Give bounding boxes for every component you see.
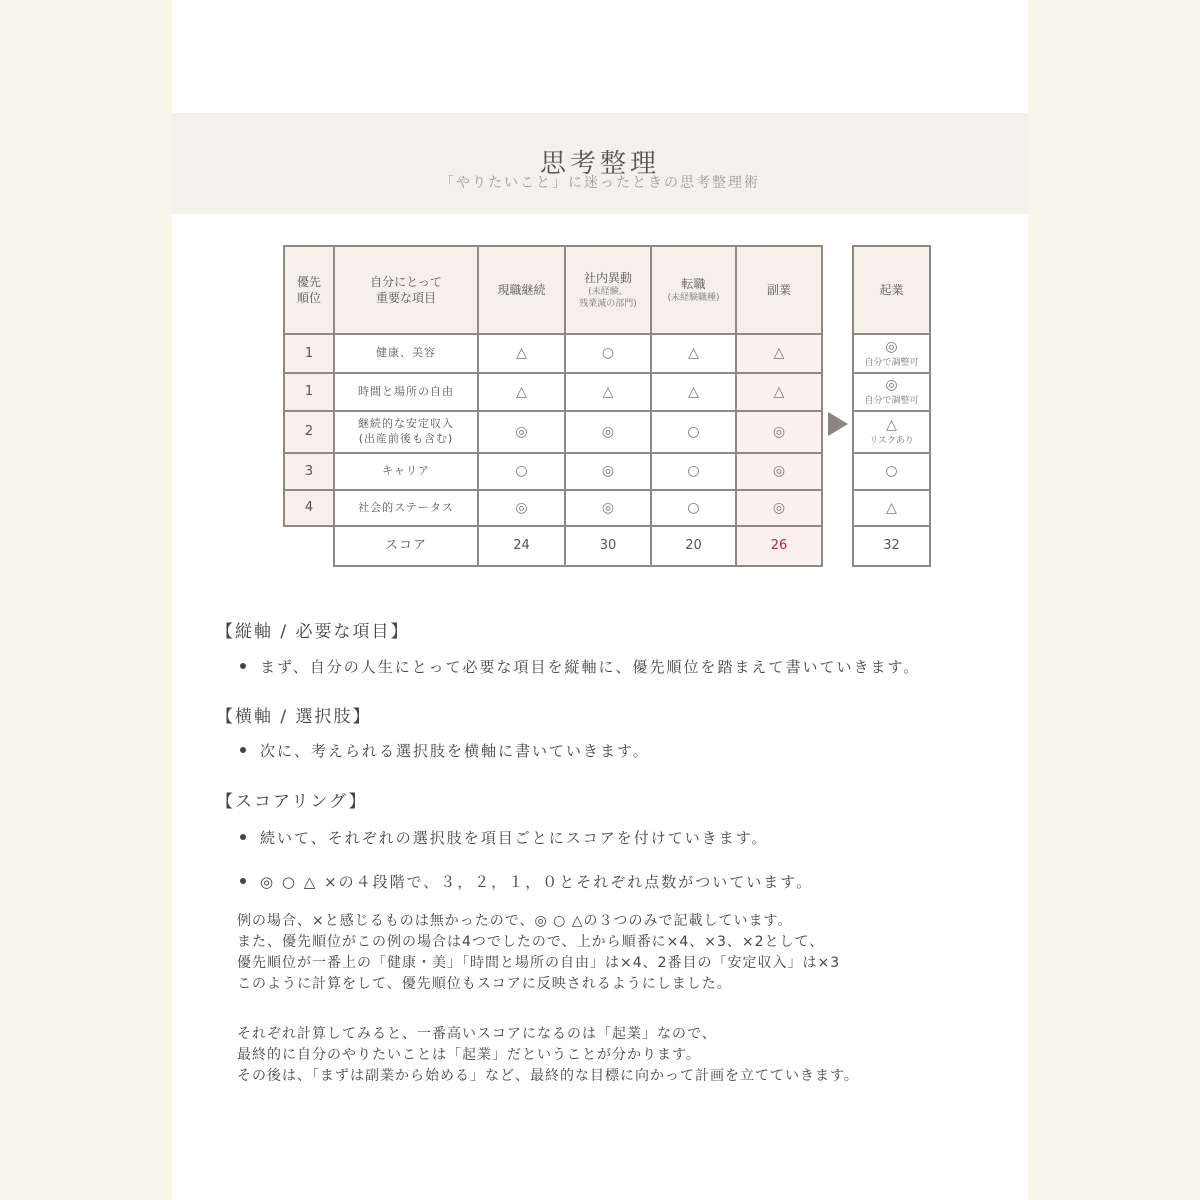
mark-cell: △ [736, 373, 822, 411]
mark-cell: ◎ [565, 453, 651, 490]
priority-cell: 1 [284, 334, 334, 373]
header-option-internal-transfer: 社内異動 (未経験、 残業減の部門) [565, 246, 651, 334]
explanation-paragraph: 例の場合、×と感じるものは無かったので、◎ ○ △の３つのみで記載しています。 また、優先順位がこの例の場合は4つでしたので、上から順番に×4、×3、×2として、 優先順位が一番上の「健康・美」「時間と場所の自由」は×4、2番目の「安定収入」は×3 このように計算をして、優先順位もスコアに反映されるようにしました。 [237, 913, 841, 992]
mark-cell: △ [736, 334, 822, 373]
mark-cell: ◎ [736, 490, 822, 526]
mark-cell: △ [651, 373, 736, 411]
startup-table [852, 245, 931, 567]
startup-mark-cell: ○ [853, 453, 930, 490]
priority-cell: 3 [284, 453, 334, 490]
header-option-current-job: 現職継続 [478, 246, 565, 334]
section-heading-scoring: 【スコアリング】 [216, 792, 368, 812]
section-heading-vertical-axis: 【縦軸 / 必要な項目】 [216, 622, 410, 642]
priority-cell: 2 [284, 411, 334, 453]
arrow-right-icon [828, 412, 848, 436]
score-label: スコア [334, 526, 478, 566]
mark-cell: ◎ [478, 411, 565, 453]
priority-cell: 1 [284, 373, 334, 411]
header-item: 自分にとって 重要な項目 [334, 246, 478, 334]
mark-cell: ◎ [565, 411, 651, 453]
mark-cell: ◎ [736, 411, 822, 453]
mark-cell: ◎ [478, 490, 565, 526]
bullet-dot-icon [240, 663, 246, 669]
priority-cell: 4 [284, 490, 334, 526]
header-option-side-job: 副業 [736, 246, 822, 334]
score-cell: 30 [565, 526, 651, 566]
table-header-row [284, 246, 822, 334]
startup-score-cell: 32 [853, 526, 930, 566]
mark-cell: ○ [565, 334, 651, 373]
mark-cell: ○ [651, 453, 736, 490]
mark-cell: ○ [651, 490, 736, 526]
bullet-item: まず、自分の人生にとって必要な項目を縦軸に、優先順位を踏まえて書いていきます。 [240, 656, 920, 677]
table-row [284, 411, 822, 453]
table-row [284, 373, 822, 411]
section-heading-horizontal-axis: 【横軸 / 選択肢】 [216, 707, 372, 727]
comparison-table [283, 245, 823, 567]
table-row [284, 490, 822, 526]
bullet-item: ◎ ○ △ ×の４段階で、３，２，１，０とそれぞれ点数がついています。 [240, 871, 813, 892]
score-empty-cell [284, 526, 334, 566]
startup-mark-cell: ◎ 自分で調整可 [853, 334, 930, 373]
header-option-startup: 起業 [853, 246, 930, 334]
header-option-job-change: 転職 (未経験職種) [651, 246, 736, 334]
mark-cell: △ [565, 373, 651, 411]
bullet-dot-icon [240, 834, 246, 840]
startup-mark-cell: △ リスクあり [853, 411, 930, 453]
table-row [284, 334, 822, 373]
item-cell: 継続的な安定収入 (出産前後も含む) [334, 411, 478, 453]
page-subtitle: 「やりたいこと」に迷ったときの思考整理術 [440, 175, 760, 191]
mark-cell: ◎ [565, 490, 651, 526]
bullet-item: 次に、考えられる選択肢を横軸に書いていきます。 [240, 740, 650, 761]
startup-mark-cell: △ [853, 490, 930, 526]
table-row [284, 453, 822, 490]
score-cell: 20 [651, 526, 736, 566]
bullet-item: 続いて、それぞれの選択肢を項目ごとにスコアを付けていきます。 [240, 827, 769, 848]
mark-cell: △ [478, 373, 565, 411]
score-cell-highlight: 26 [736, 526, 822, 566]
conclusion-paragraph: それぞれ計算してみると、一番高いスコアになるのは「起業」なので、 最終的に自分のやりたいことは「起業」だということが分かります。 その後は、「まずは副業から始める」など、最終的な目標に向かって計画を立てていきます。 [237, 1026, 859, 1084]
page [172, 0, 1028, 1200]
mark-cell: △ [651, 334, 736, 373]
startup-mark-cell: ◎ 自分で調整可 [853, 373, 930, 411]
item-cell: キャリア [334, 453, 478, 490]
score-row [284, 526, 822, 566]
header-banner [172, 113, 1028, 214]
mark-cell: ○ [651, 411, 736, 453]
score-cell: 24 [478, 526, 565, 566]
item-cell: 社会的ステータス [334, 490, 478, 526]
bullet-dot-icon [240, 747, 246, 753]
mark-cell: ◎ [736, 453, 822, 490]
page-title: 思考整理 [539, 149, 660, 179]
item-cell: 健康、美容 [334, 334, 478, 373]
bullet-dot-icon [240, 878, 246, 884]
mark-cell: ○ [478, 453, 565, 490]
mark-cell: △ [478, 334, 565, 373]
item-cell: 時間と場所の自由 [334, 373, 478, 411]
header-priority: 優先 順位 [284, 246, 334, 334]
